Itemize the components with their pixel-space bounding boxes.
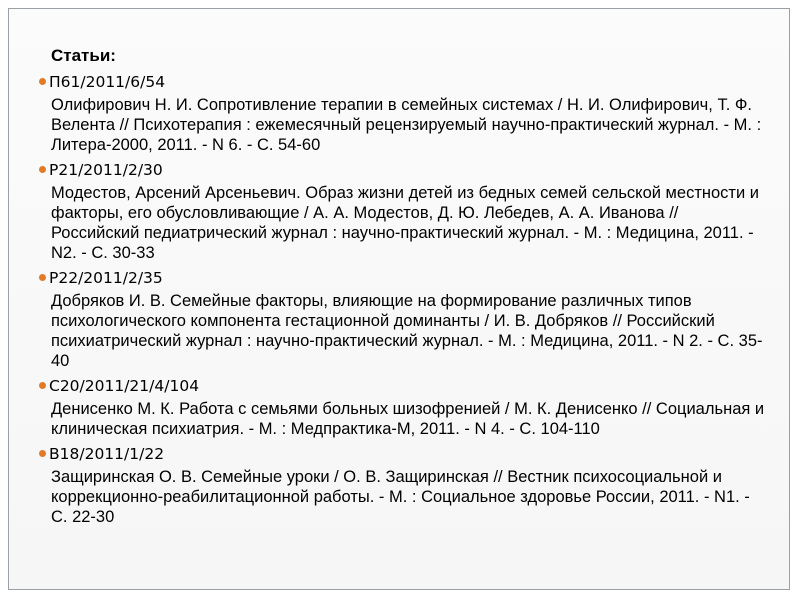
shelf-code-line [39, 441, 769, 467]
list-item [39, 373, 769, 439]
bullet-icon [39, 382, 46, 389]
citation-text: Денисенко М. К. Работа с семьями больных шизофренией / М. К. Денисенко // Социальная и клиническая психиатрия. - М. : Медпрактика-М, 2011. - N 4. - С. 104-110 [51, 400, 765, 438]
shelf-code: Р21/2011/2/30 [49, 161, 163, 179]
citation-text: Модестов, Арсений Арсеньевич. Образ жизни детей из бедных семей сельской местности и факторы, его обусловливающие / А. А. Модестов, Д. Ю. Лебедев, А. А. Иванова // Российский педиатрический журнал : научно-практический журнал. - М. : Медицина, 2011. - N2. - С. 30-33 [51, 184, 760, 262]
bullet-icon [39, 78, 46, 85]
list-item [39, 441, 769, 527]
shelf-code-line [39, 157, 769, 183]
bullet-icon [39, 166, 46, 173]
citation-text: Добряков И. В. Семейные факторы, влияющие на формирование различных типов психологического компонента гестационной доминанты / И. В. Добряков // Российский психиатрический журнал : научно-практический журнал. - М. : Медицина, 2011. - N 2. - С. 35-40 [51, 292, 763, 370]
citation-text: Олифирович Н. И. Сопротивление терапии в семейных системах / Н. И. Олифирович, Т. Ф. Велента // Психотерапия : ежемесячный рецензируемый научно-практический журнал. - М. : Литера-2000, 2011. - N 6. - С. 54-60 [51, 96, 762, 154]
list-item [39, 157, 769, 263]
shelf-code: В18/2011/1/22 [49, 445, 165, 463]
shelf-code-line [39, 265, 769, 291]
bullet-icon [39, 450, 46, 457]
shelf-code-line [39, 69, 769, 95]
shelf-code: Р22/2011/2/35 [49, 269, 163, 287]
slide-frame [8, 8, 790, 590]
citation-text: Защиринская О. В. Семейные уроки / О. В. Защиринская // Вестник психосоциальной и коррекционно-реабилитационной работы. - М. : Социальное здоровье России, 2011. - N1. - С. 22-30 [51, 468, 750, 526]
shelf-code-line [39, 373, 769, 399]
shelf-code: С20/2011/21/4/104 [49, 377, 200, 395]
slide-heading: Статьи: [51, 46, 116, 65]
list-item [39, 265, 769, 371]
list-item [39, 69, 769, 155]
slide-content [39, 45, 769, 529]
shelf-code: П61/2011/6/54 [49, 73, 166, 91]
bullet-icon [39, 274, 46, 281]
